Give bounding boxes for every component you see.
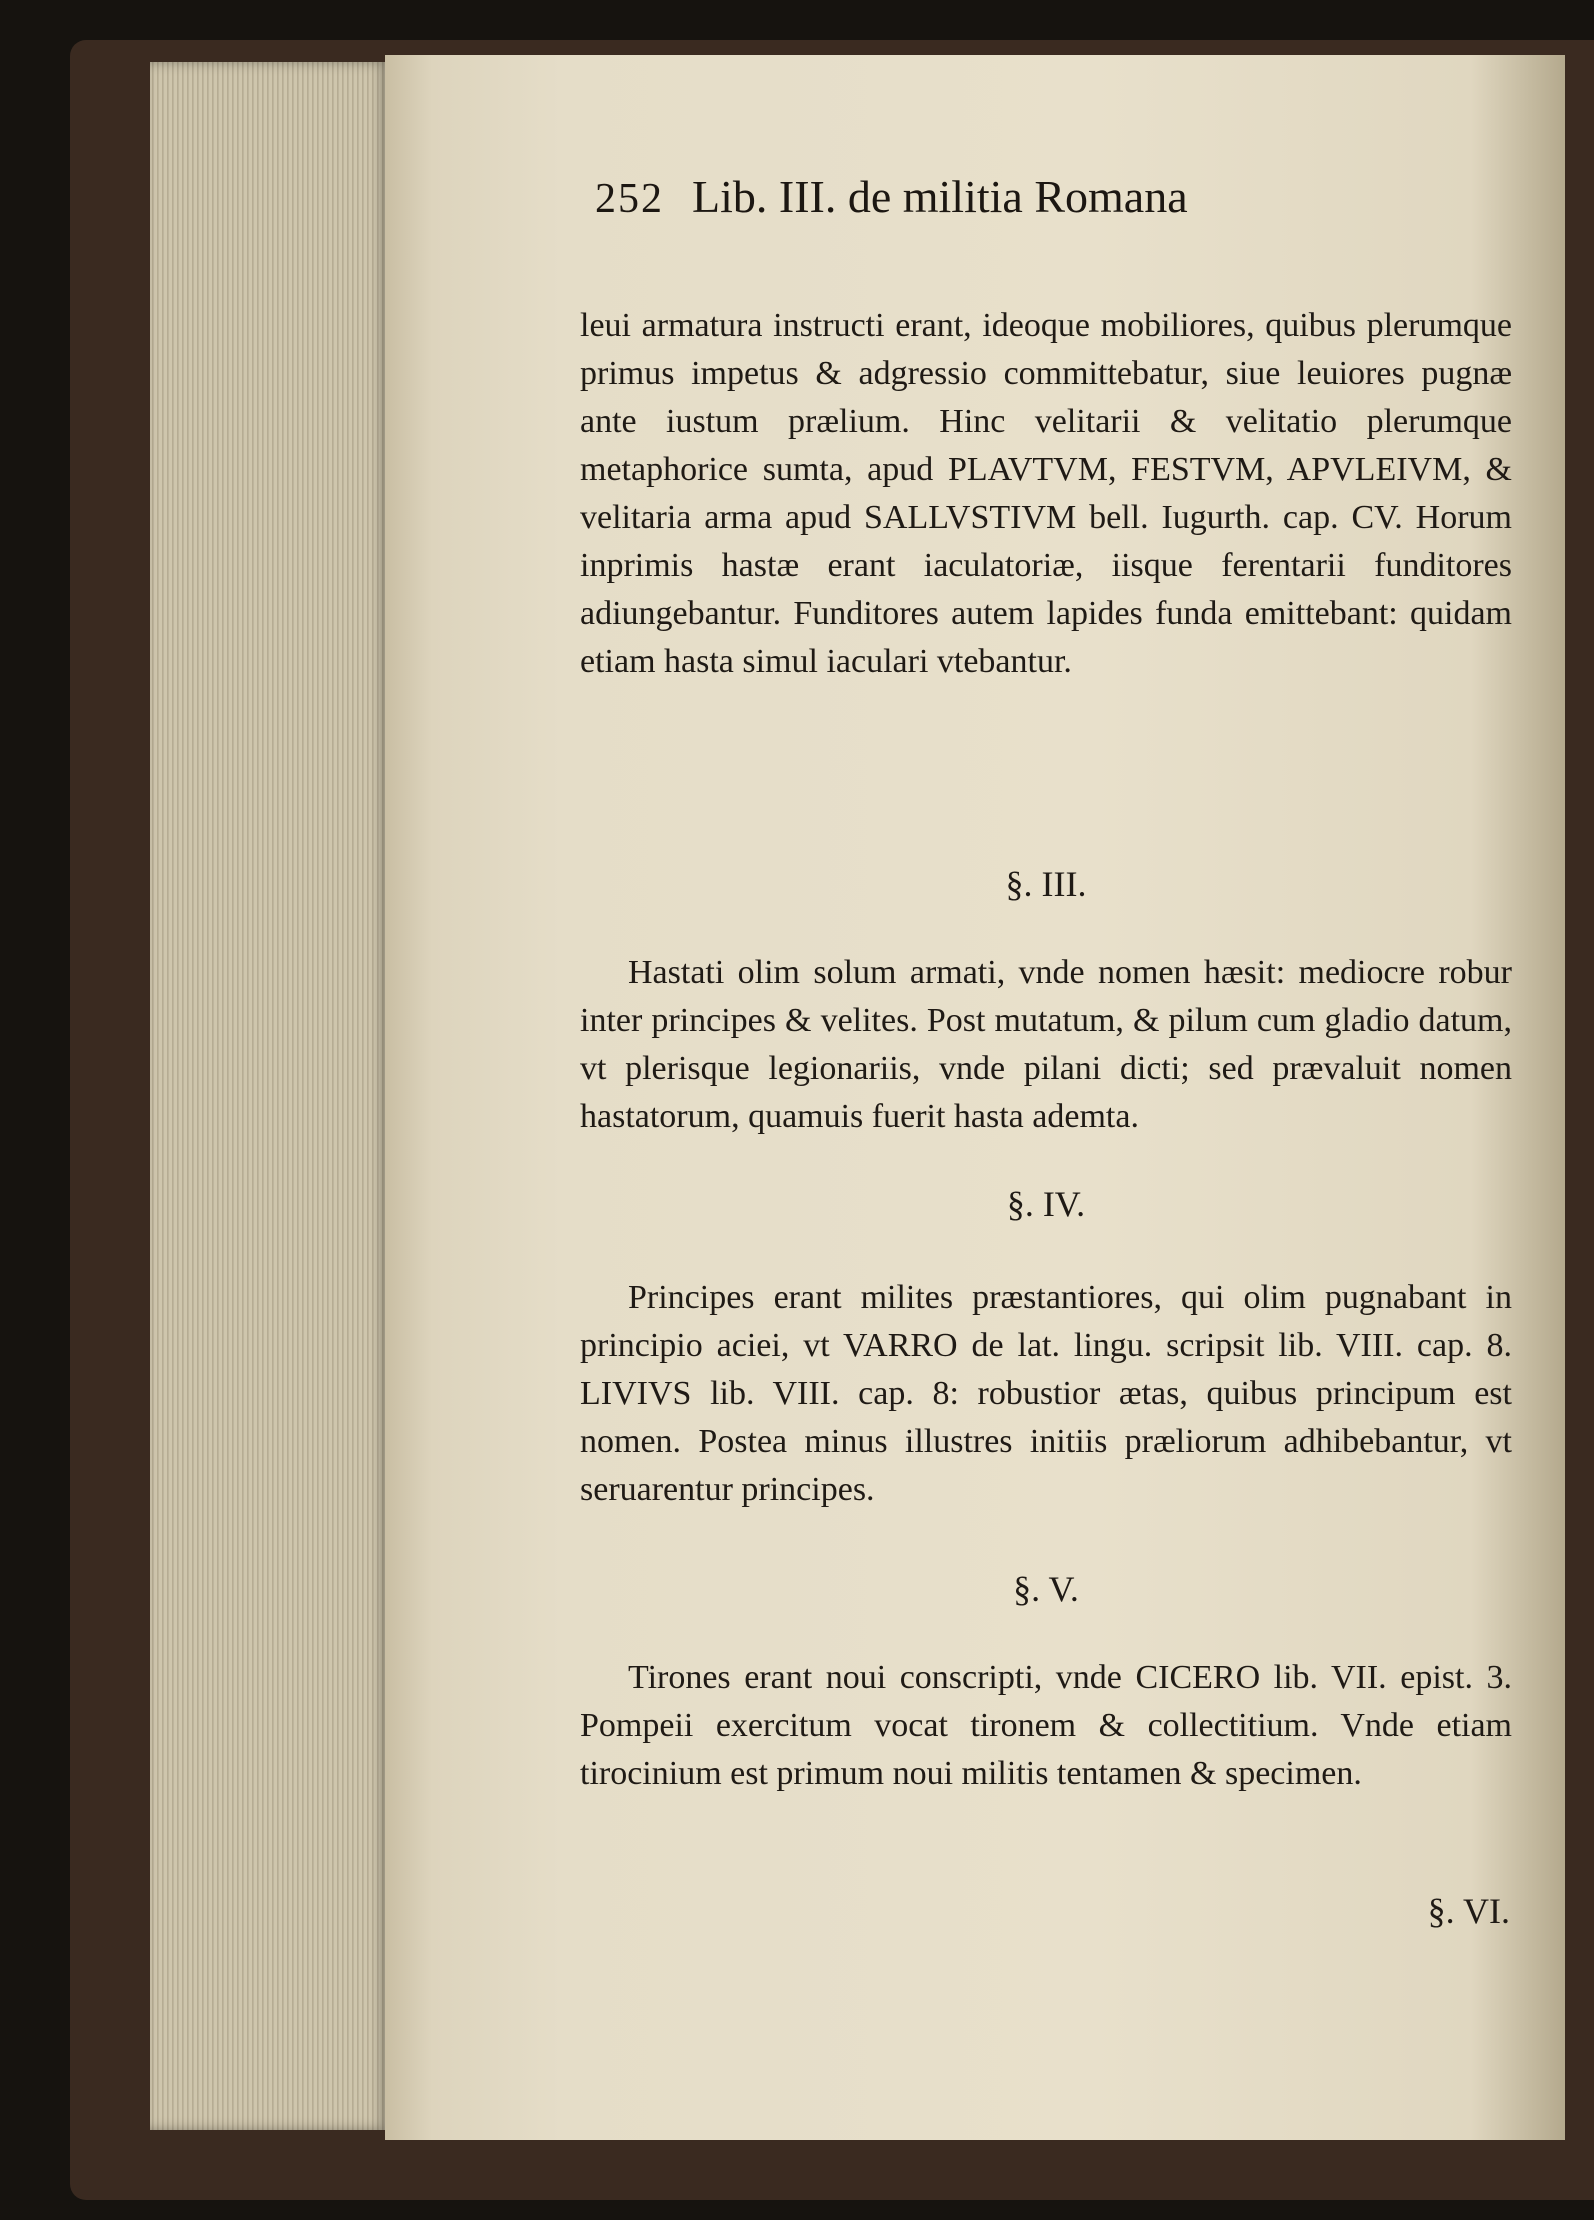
page-edges: [150, 62, 388, 2130]
section-heading-3: §. III.: [1005, 864, 1087, 904]
section-heading-5: §. V.: [1013, 1569, 1079, 1609]
paragraph-hastati: Hastati olim solum armati, vnde nomen hæsit: mediocre robur inter principes & velites. Post mutatum, & pilum cum gladio datum, vt plerisque legionariis, vnde pilani dicti; sed prævaluit nomen hastatorum, quamuis fuerit hasta ademta.: [580, 954, 1512, 1135]
paragraph-principes: Principes erant milites præstantiores, qui olim pugnabant in principio aciei, vt VARRO de lat. lingu. scripsit lib. VIII. cap. 8. LIVIVS lib. VIII. cap. 8: robustior ætas, quibus principum est nomen. Postea minus illustres initiis præliorum adhibebantur, vt seruarentur principes.: [580, 1279, 1512, 1508]
catchword: §. VI.: [1427, 1891, 1510, 1931]
paragraph-tirones: Tirones erant noui conscripti, vnde CICERO lib. VII. epist. 3. Pompeii exercitum vocat tironem & collectitium. Vnde etiam tirocinium est primum noui militis tentamen & specimen.: [580, 1659, 1512, 1792]
running-title: Lib. III. de militia Romana: [692, 171, 1188, 222]
paragraph-continued: leui armatura instructi erant, ideoque mobiliores, quibus plerumque primus impetus & adgressio committebatur, siue leuiores pugnæ ante iustum prælium. Hinc velitarii & velitatio plerumque metaphorice sumta, apud PLAVTVM, FESTVM, APVLEIVM, & velitaria arma apud SALLVSTIVM bell. Iugurth. cap. CV. Horum inprimis hastæ erant iaculatoriæ, iisque ferentarii funditores adiungebantur. Funditores autem lapides funda emittebant: quidam etiam hasta simul iaculari vtebantur.: [580, 307, 1512, 680]
running-head: [595, 170, 1415, 240]
page-number: 252: [595, 176, 664, 222]
section-heading-4: §. IV.: [1006, 1184, 1086, 1224]
